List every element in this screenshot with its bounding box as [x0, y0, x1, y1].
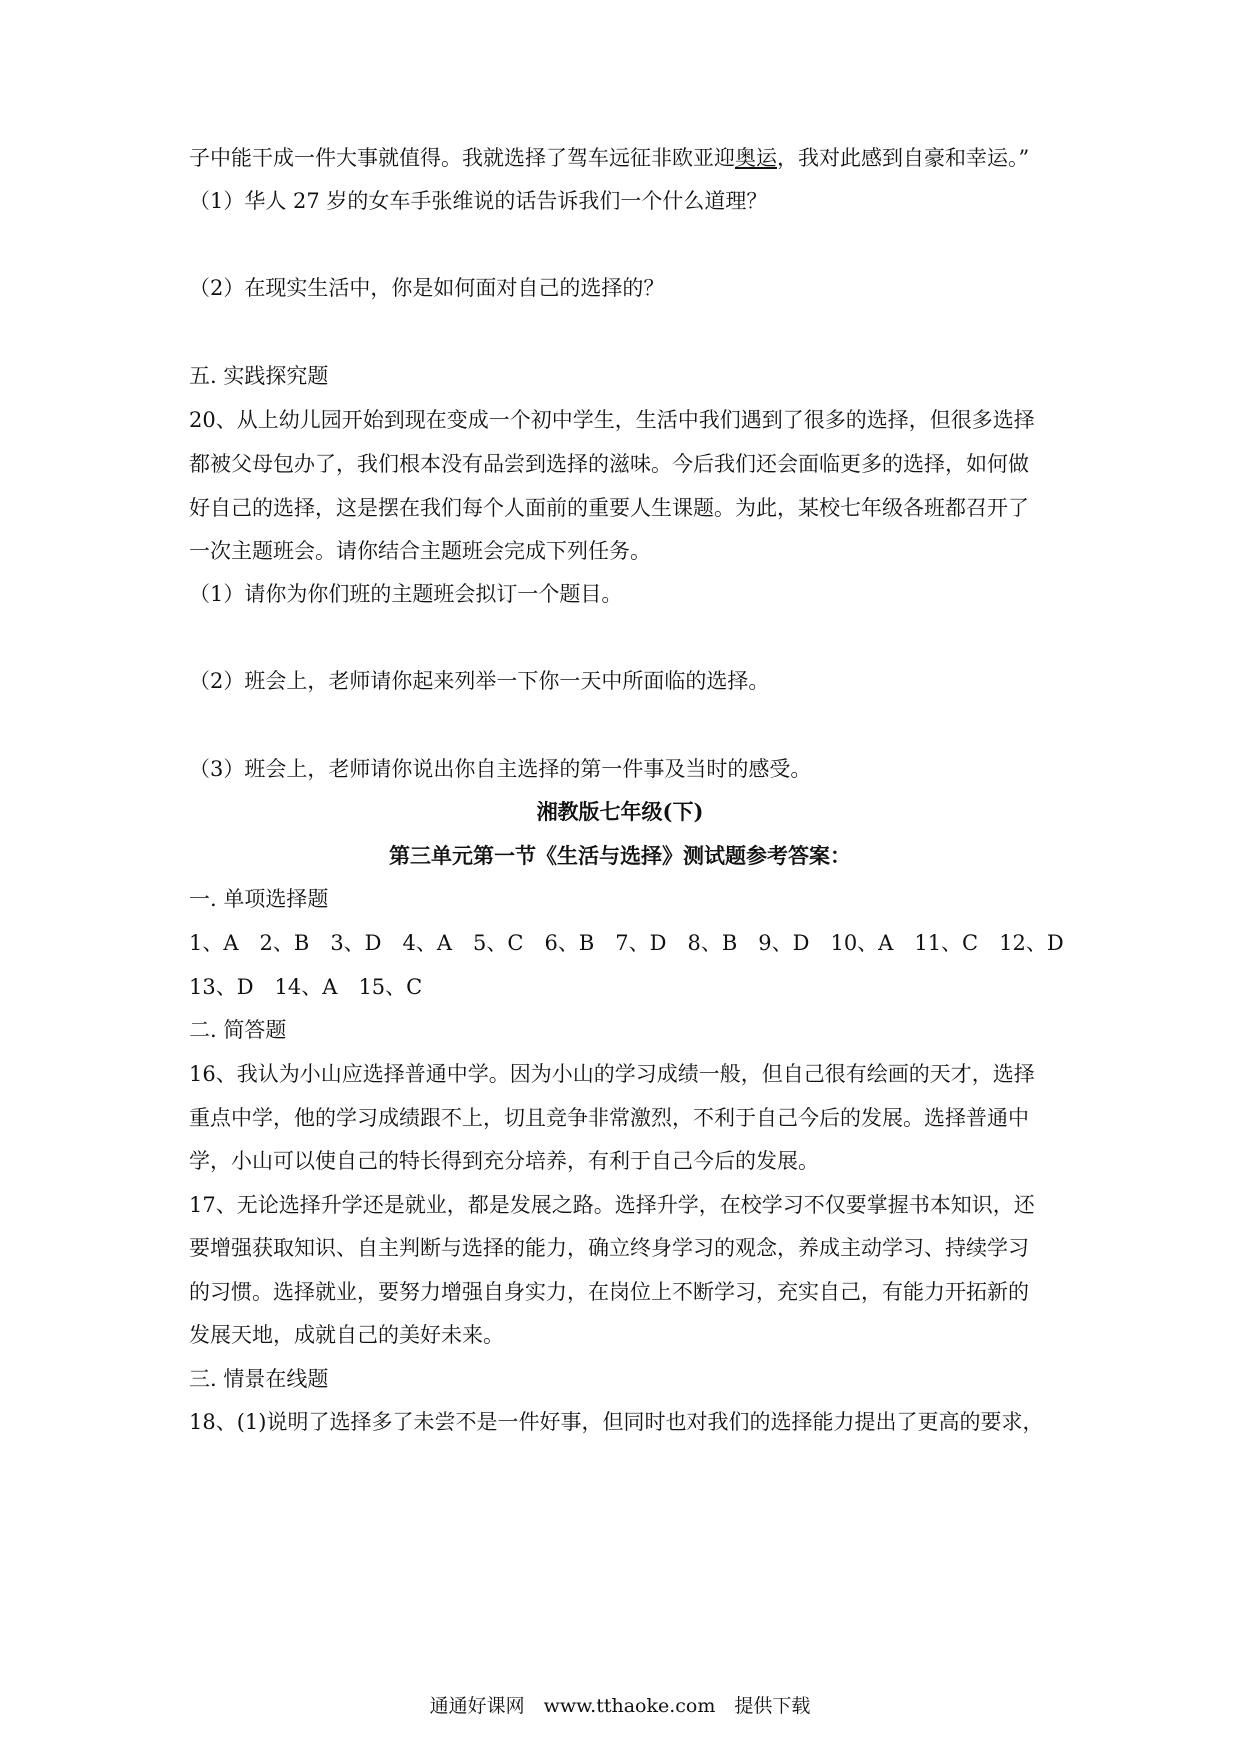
section-heading: 二. 简答题 — [189, 1018, 287, 1042]
section-heading: 三. 情景在线题 — [189, 1367, 329, 1391]
text-line: 学，小山可以使自己的特长得到充分培养，有利于自己今后的发展。 — [189, 1149, 819, 1173]
question-line: （2）班会上，老师请你起来列举一下你一天中所面临的选择。 — [189, 669, 770, 693]
question-line: （3）班会上，老师请你说出你自主选择的第一件事及当时的感受。 — [189, 757, 812, 781]
underlined-word: 奥运 — [735, 146, 777, 170]
text-line: 一次主题班会。请你结合主题班会完成下列任务。 — [189, 539, 651, 563]
text-line: 重点中学，他的学习成绩跟不上，切且竞争非常激烈，不利于自己今后的发展。选择普通中 — [189, 1106, 1029, 1130]
answer-subtitle: 第三单元第一节《生活与选择》测试题参考答案： — [389, 843, 851, 868]
section-heading: 五. 实践探究题 — [189, 364, 329, 388]
text-line: 的习惯。选择就业，要努力增强自身实力，在岗位上不断学习，充实自己，有能力开拓新的 — [189, 1280, 1029, 1304]
text-line: 16、我认为小山应选择普通中学。因为小山的学习成绩一般，但自己很有绘画的天才，选择 — [189, 1062, 1035, 1086]
section-heading: 一. 单项选择题 — [189, 887, 329, 911]
text-line: 20、从上幼儿园开始到现在变成一个初中学生，生活中我们遇到了很多的选择，但很多选择 — [189, 408, 1035, 432]
text-line: 都被父母包办了，我们根本没有品尝到选择的滋味。今后我们还会面临更多的选择，如何做 — [189, 452, 1029, 476]
text-line: 17、无论选择升学还是就业，都是发展之路。选择升学，在校学习不仅要掌握书本知识，还 — [189, 1193, 1035, 1217]
text-line: 18、(1)说明了选择多了未尝不是一件好事，但同时也对我们的选择能力提出了更高的要求， — [189, 1410, 1044, 1434]
page-footer: 通通好课网 www.tthaoke.com 提供下载 — [429, 1695, 811, 1717]
question-line: （2）在现实生活中，你是如何面对自己的选择的？ — [189, 276, 665, 300]
text-line: 发展天地，成就自己的美好未来。 — [189, 1323, 504, 1347]
answer-title: 湘教版七年级(下) — [536, 799, 704, 824]
text-line: 要增强获取知识、自主判断与选择的能力，确立终身学习的观念，养成主动学习、持续学习 — [189, 1236, 1029, 1260]
answer-line: 1、A 2、B 3、D 4、A 5、C 6、B 7、D 8、B 9、D 10、A 11、C 12、D — [189, 931, 1064, 955]
text-line: 好自己的选择，这是摆在我们每个人面前的重要人生课题。为此，某校七年级各班都召开了 — [189, 496, 1029, 520]
question-line: （1）华人 27 岁的女车手张维说的话告诉我们一个什么道理？ — [189, 189, 768, 213]
question-line: （1）请你为你们班的主题班会拟订一个题目。 — [189, 582, 623, 606]
answer-line: 13、D 14、A 15、C — [189, 975, 423, 999]
text-line: 子中能干成一件大事就值得。我就选择了驾车远征非欧亚迎奥运，我对此感到自豪和幸运。” — [189, 146, 1030, 170]
